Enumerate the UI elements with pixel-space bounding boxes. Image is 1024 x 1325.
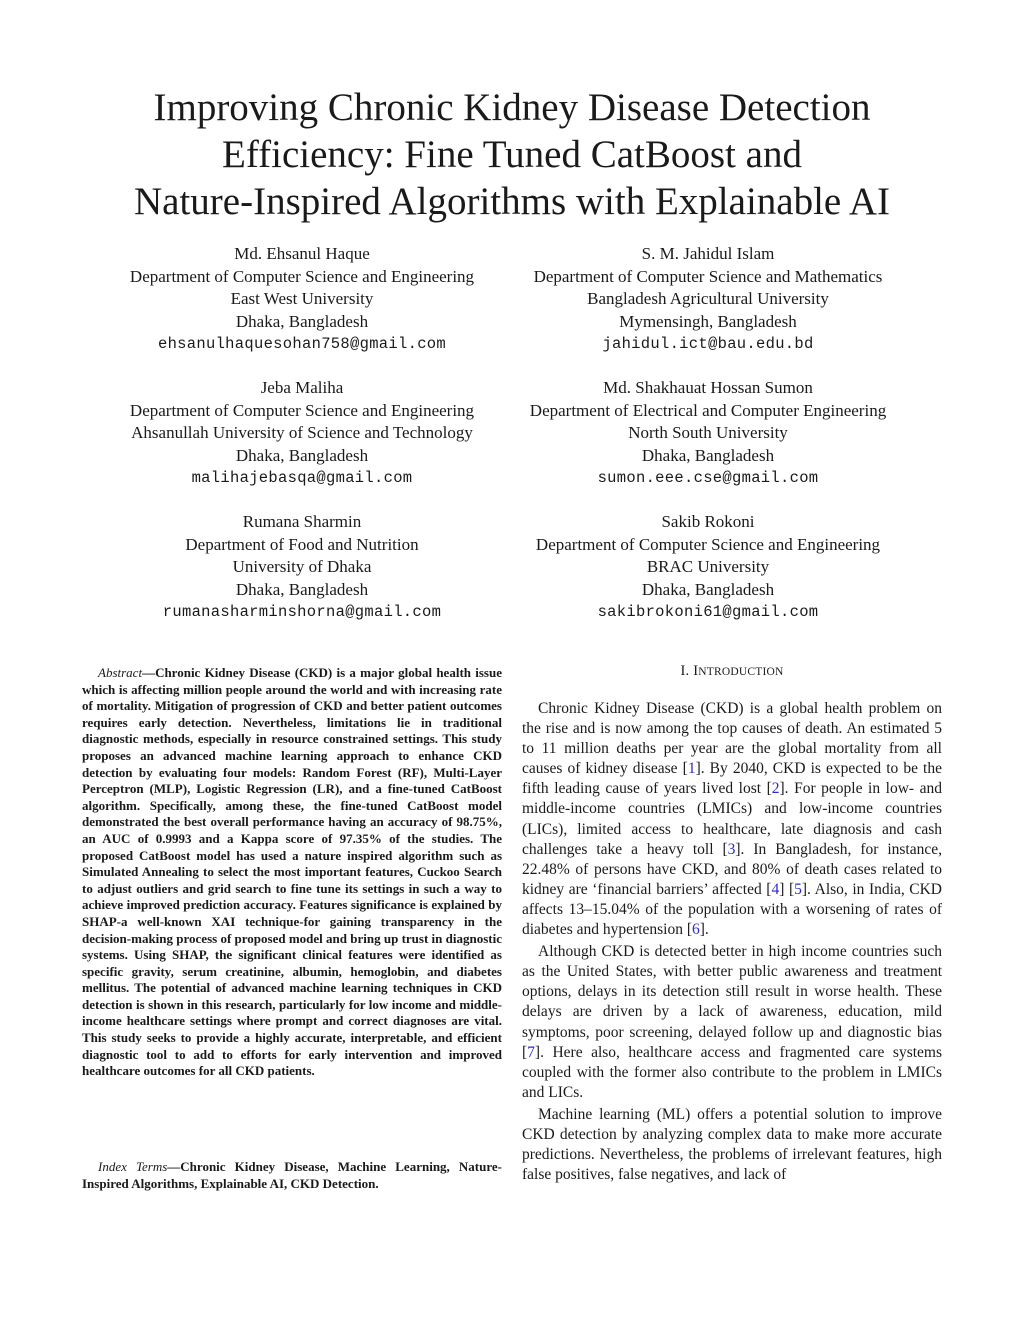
author-block-6 [498, 511, 918, 624]
abstract-dash: — [142, 665, 156, 680]
author-location: Dhaka, Bangladesh [641, 579, 775, 599]
section-title-rest: NTRODUCTION [698, 666, 784, 678]
abstract-text: Chronic Kidney Disease (CKD) is a major global health issue which is affecting million people around the world and with increasing rate of mortality. Mitigation of progression of CKD and better patient outcomes requires early detection. Nevertheless, limitations lie in traditional diagnostic methods, especially in resource constrained settings. This study proposes an advanced machine learning approach to enhance CKD detection by evaluating four models: Random Forest (RF), Multi-Layer Perceptron (MLP), Logistic Regression (LR), and a fine-tuned CatBoost algorithm. Specifically, among these, the fine-tuned CatBoost model demonstrated the best overall performance having an accuracy of 98.75%, an AUC of 0.9993 and a Kappa score of 97.35% of the studies. The proposed CatBoost model has used a nature inspired algorithm such as Simulated Annealing to select the most important features, Cuckoo Search to adjust outliers and grid search to fine tune its settings in such a way to achieve improved prediction accuracy. Features significance is explained by SHAP-a well-known XAI technique-for gaining transparency in the decision-making process of proposed model and bring up trust in diagnostic systems. Using SHAP, the significant clinical features were identified as specific gravity, serum creatinine, albumin, hemoglobin, and diabetes mellitus. The potential of advanced machine learning techniques in CKD detection is shown in this research, particularly for low income and middle-income healthcare settings where prompt and correct diagnoses are vital. This study seeks to provide a highly accurate, interpretable, and efficient diagnostic tool to add to efforts for early intervention and improved healthcare outcomes for all CKD patients. [82, 665, 502, 1079]
section-heading-introduction [522, 663, 942, 680]
author-department: Department of Computer Science and Engineering [535, 534, 881, 554]
author-institution: North South University [628, 423, 788, 442]
author-location: Dhaka, Bangladesh [235, 311, 369, 331]
author-email[interactable]: ehsanulhaquesohan758@gmail.com [157, 335, 447, 353]
author-email[interactable]: jahidul.ict@bau.edu.bd [602, 335, 814, 353]
citation-link[interactable]: 6 [692, 921, 700, 939]
author-block-4 [498, 377, 918, 490]
author-department: Department of Computer Science and Engineering [129, 400, 475, 420]
author-institution: Ahsanullah University of Science and Technology [131, 423, 473, 442]
abstract-label: Abstract [98, 665, 143, 680]
text-run: ]. By 2040, CKD is expected to be the fifth leading cause of years lived lost [ [522, 760, 942, 798]
author-location: Dhaka, Bangladesh [235, 579, 369, 599]
author-email[interactable]: sumon.eee.cse@gmail.com [597, 469, 819, 487]
text-run: ]. Also, in India, CKD affects 13–15.04% of the population with a worsening of rates of diabetes and hypertension [ [522, 880, 942, 939]
introduction-body [522, 699, 942, 1187]
author-institution: East West University [230, 289, 374, 308]
intro-paragraph-3: Machine learning (ML) offers a potential solution to improve CKD detection by analyzing complex data to make more accurate predictions. Nevertheless, the problems of irrelevant features, high false positives, false negatives, and lack of [522, 1105, 942, 1184]
text-run: ] [ [779, 880, 795, 898]
author-name: Md. Shakhauat Hossan Sumon [603, 378, 813, 397]
paper-title [60, 84, 964, 225]
text-run: Although CKD is detected better in high income countries such as the United States, with better public awareness and treatment options, delays in its detection still result in worse health. These delays are driven by a lack of awareness, education, mild symptoms, poor screening, delayed follow up and diagnostic bias [ [522, 943, 942, 1061]
intro-paragraph-1 [522, 699, 942, 940]
author-name: Rumana Sharmin [242, 512, 362, 531]
author-block-2 [498, 243, 918, 356]
author-department: Department of Computer Science and Engineering [129, 266, 475, 286]
index-terms-dash: — [167, 1159, 181, 1174]
text-run: ]. [699, 921, 709, 939]
author-location: Dhaka, Bangladesh [641, 445, 775, 465]
author-location: Dhaka, Bangladesh [235, 445, 369, 465]
abstract [82, 665, 502, 1080]
author-name: Sakib Rokoni [661, 512, 755, 531]
section-numeral: I. [680, 663, 690, 679]
author-institution: BRAC University [646, 557, 770, 576]
author-department: Department of Computer Science and Mathematics [533, 266, 883, 286]
author-department: Department of Food and Nutrition [185, 534, 419, 554]
citation-link[interactable]: 3 [727, 840, 736, 858]
author-block-3 [92, 377, 512, 490]
author-email[interactable]: rumanasharminshorna@gmail.com [162, 603, 442, 621]
index-terms [82, 1159, 502, 1192]
author-department: Department of Electrical and Computer Engineering [529, 400, 887, 420]
title-line-1: Improving Chronic Kidney Disease Detection [153, 86, 871, 129]
text-run: ]. For people in low- and middle-income countries (LMICs) and low-income countries (LICs), limited access to healthcare, late diagnosis and cash challenges take a heavy toll [ [522, 780, 942, 858]
author-email[interactable]: malihajebasqa@gmail.com [191, 469, 413, 487]
author-block-1 [92, 243, 512, 356]
author-block-5 [92, 511, 512, 624]
author-name: Jeba Maliha [260, 378, 344, 397]
citation-link[interactable]: 5 [794, 880, 802, 898]
text-run: Chronic Kidney Disease (CKD) is a global health problem on the rise and is now among the top causes of death. An estimated 5 to 11 million deaths per year are the global mortality from all causes of kidney disease [ [522, 700, 942, 778]
citation-link[interactable]: 4 [771, 880, 780, 898]
author-institution: Bangladesh Agricultural University [587, 289, 829, 308]
text-run: ]. In Bangladesh, for instance, 22.48% of persons have CKD, and 80% of death cases related to kidney are ‘financial barriers’ affected [ [522, 840, 943, 898]
title-line-3: Nature-Inspired Algorithms with Explainable AI [133, 180, 890, 223]
author-institution: University of Dhaka [232, 557, 372, 576]
author-location: Mymensingh, Bangladesh [619, 311, 797, 331]
title-line-2: Efficiency: Fine Tuned CatBoost and [222, 133, 802, 176]
author-name: S. M. Jahidul Islam [641, 244, 775, 263]
section-title-initial: I [693, 663, 699, 679]
index-terms-label: Index Terms [98, 1159, 168, 1174]
index-terms-text: Chronic Kidney Disease, Machine Learning, Nature-Inspired Algorithms, Explainable AI, CKD Detection. [82, 1159, 502, 1191]
text-run: ]. Here also, healthcare access and fragmented care systems coupled with the former also contribute to the problem in LMICs and LICs. [522, 1043, 942, 1101]
citation-link[interactable]: 1 [687, 760, 696, 778]
citation-link[interactable]: 2 [771, 780, 780, 798]
intro-paragraph-2 [522, 942, 942, 1103]
author-name: Md. Ehsanul Haque [234, 244, 370, 263]
citation-link[interactable]: 7 [527, 1043, 535, 1061]
author-email[interactable]: sakibrokoni61@gmail.com [597, 603, 819, 621]
